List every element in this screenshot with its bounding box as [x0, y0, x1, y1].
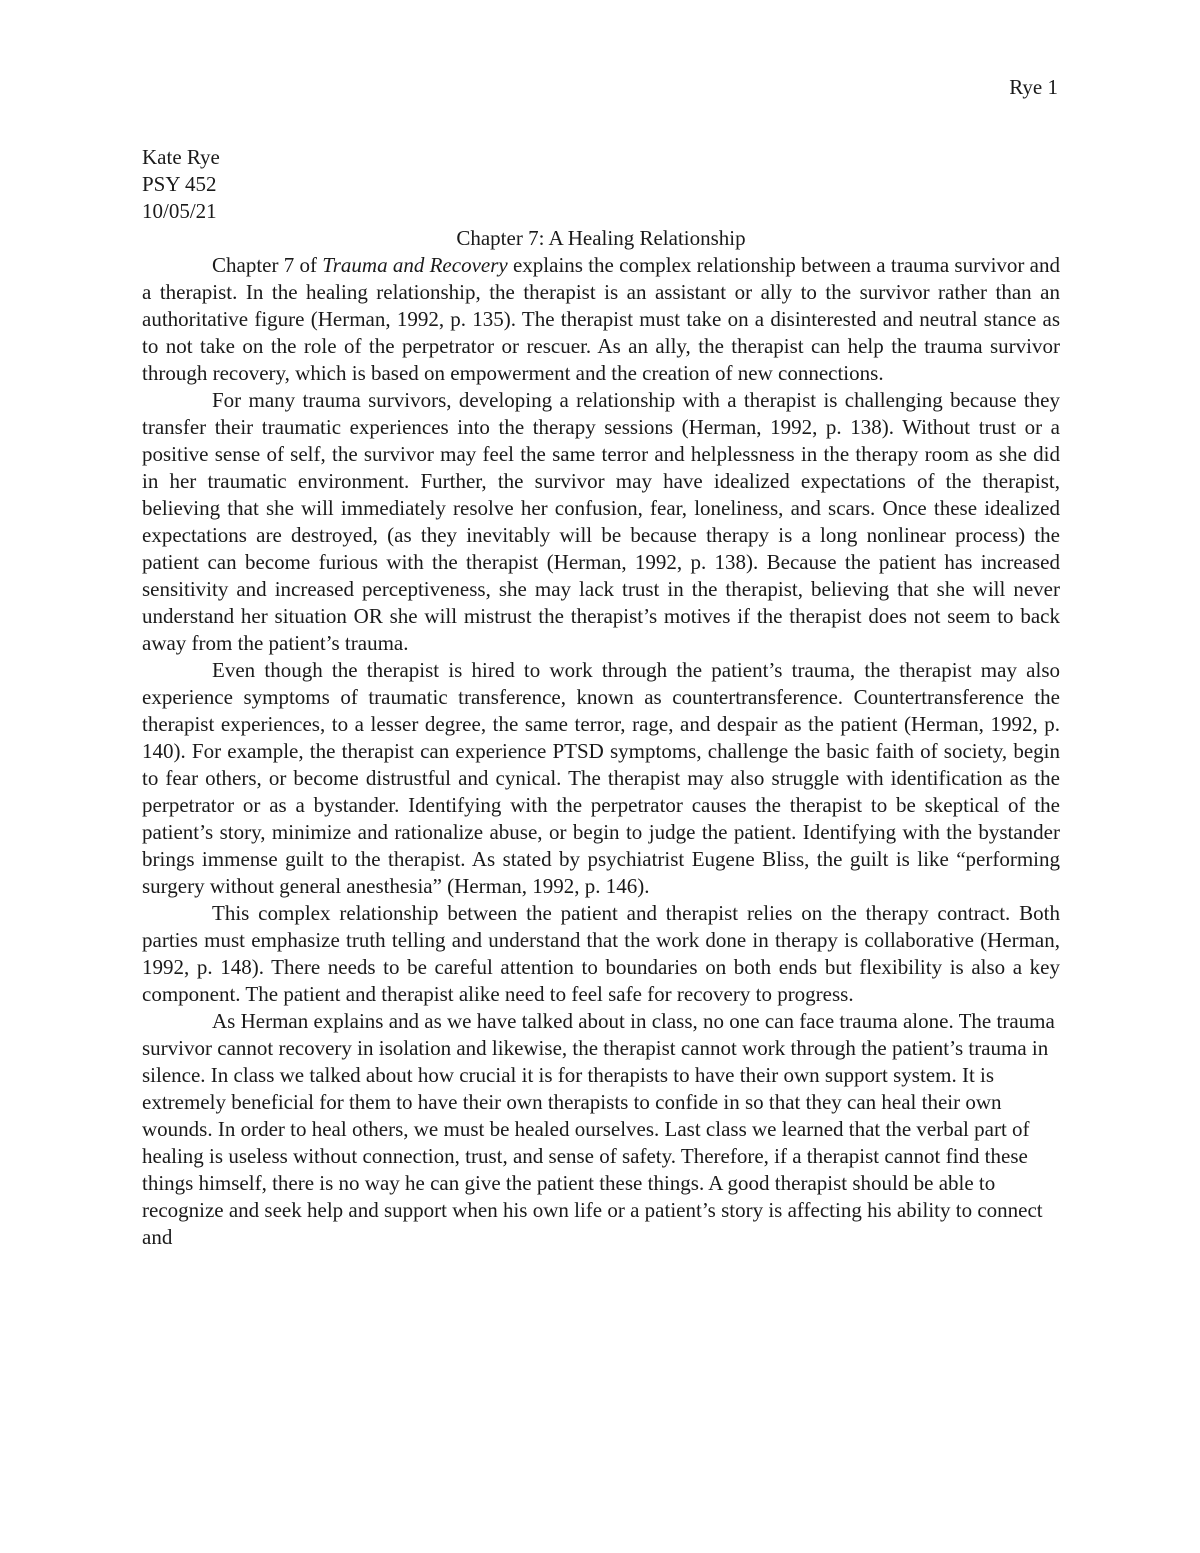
- running-head: Rye 1: [1009, 75, 1058, 99]
- paragraph-1: [142, 252, 1060, 387]
- paragraph-2: For many trauma survivors, developing a relationship with a therapist is challenging because they transfer their traumatic experiences into the therapy sessions (Herman, 1992, p. 138). Without trust or a positive sense of self, the survivor may feel the same terror and helplessness in the therapy room as she did in her traumatic environment. Further, the survivor may have idealized expectations of the therapist, believing that she will immediately resolve her confusion, fear, loneliness, and scars. Once these idealized expectations are destroyed, (as they inevitably will be because therapy is a long nonlinear process) the patient can become furious with the therapist (Herman, 1992, p. 138). Because the patient has increased sensitivity and increased perceptiveness, she may lack trust in the therapist, believing that she will never understand her situation OR she will mistrust the therapist’s motives if the therapist does not seem to back away from the patient’s trauma.: [142, 388, 1060, 655]
- paragraph-5: As Herman explains and as we have talked about in class, no one can face trauma alone. The trauma survivor cannot recovery in isolation and likewise, the therapist cannot work through the patient’s trauma in silence. In class we talked about how crucial it is for therapists to have their own support system. It is extremely beneficial for them to have their own therapists to confide in so that they can heal their own wounds. In order to heal others, we must be healed ourselves. Last class we learned that the verbal part of healing is useless without connection, trust, and sense of safety. Therefore, if a therapist cannot find these things himself, there is no way he can give the patient these things. A good therapist should be able to recognize and seek help and support when his own life or a patient’s story is affecting his ability to connect and: [142, 1009, 1055, 1249]
- essay-title: Chapter 7: A Healing Relationship: [456, 226, 746, 250]
- paragraph-1-lead: Chapter 7 of: [212, 253, 323, 277]
- paragraph-3: Even though the therapist is hired to work through the patient’s trauma, the therapist may also experience symptoms of traumatic transference, known as countertransference. Countertransference the therapist experiences, to a lesser degree, the same terror, rage, and despair as the patient (Herman, 1992, p. 140). For example, the therapist can experience PTSD symptoms, challenge the basic faith of society, begin to fear others, or become distrustful and cynical. The therapist may also struggle with identification as the perpetrator or as a bystander. Identifying with the perpetrator causes the therapist to be skeptical of the patient’s story, minimize and rationalize abuse, or begin to judge the patient. Identifying with the bystander brings immense guilt to the therapist. As stated by psychiatrist Eugene Bliss, the guilt is like “performing surgery without general anesthesia” (Herman, 1992, p. 146).: [142, 658, 1060, 898]
- course-name: PSY 452: [142, 172, 217, 196]
- document-body: [142, 144, 1060, 1251]
- paragraph-4: This complex relationship between the patient and therapist relies on the therapy contract. Both parties must emphasize truth telling and understand that the work done in therapy is collaborative (Herman, 1992, p. 148). There needs to be careful attention to boundaries on both ends but flexibility is also a key component. The patient and therapist alike need to feel safe for recovery to progress.: [142, 901, 1060, 1006]
- paragraph-1-rest: explains the complex relationship between a trauma survivor and a therapist. In the healing relationship, the therapist is an assistant or ally to the survivor rather than an authoritative figure (Herman, 1992, p. 135). The therapist must take on a disinterested and neutral stance as to not take on the role of the perpetrator or rescuer. As an ally, the therapist can help the trauma survivor through recovery, which is based on empowerment and the creation of new connections.: [142, 253, 1060, 385]
- author-name: Kate Rye: [142, 145, 220, 169]
- book-title: Trauma and Recovery: [322, 253, 508, 277]
- submission-date: 10/05/21: [142, 199, 217, 223]
